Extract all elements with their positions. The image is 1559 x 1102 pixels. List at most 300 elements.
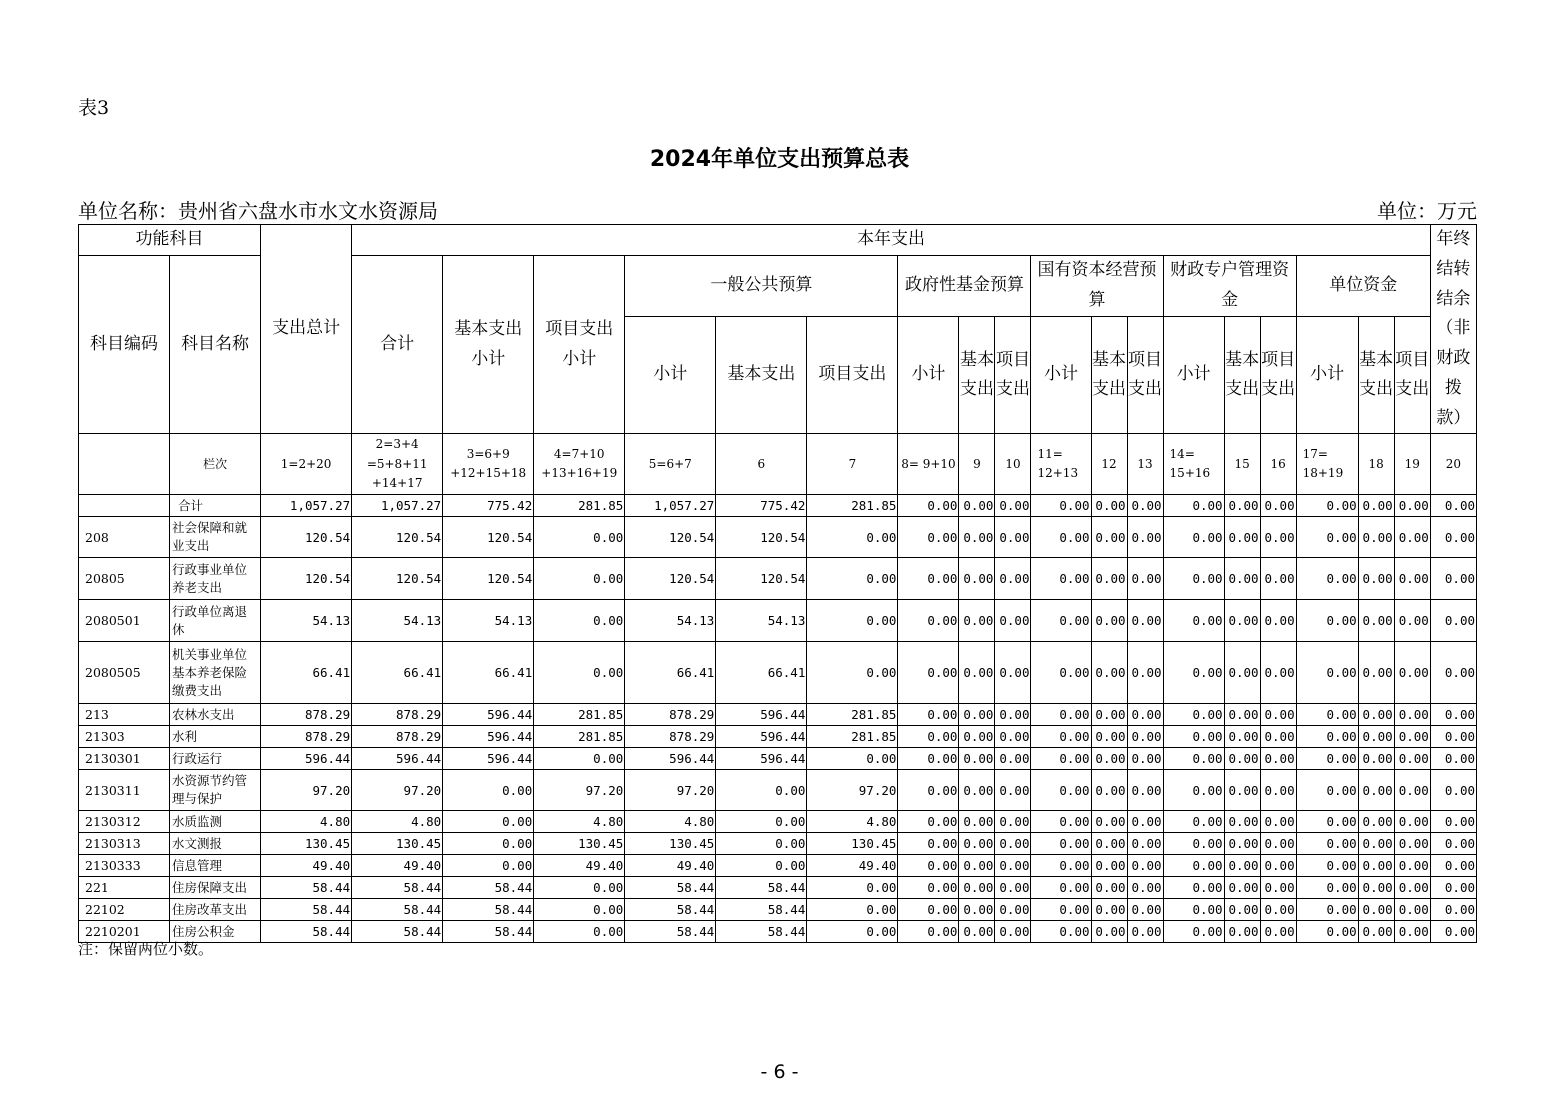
value-cell: 58.44 <box>261 899 352 921</box>
page-number: - 6 - <box>760 1061 799 1083</box>
value-cell: 0.00 <box>534 921 625 943</box>
value-cell: 0.00 <box>807 558 898 600</box>
unit-name: 单位名称：贵州省六盘水市水文水资源局 <box>78 199 438 223</box>
value-cell: 0.00 <box>1127 495 1163 517</box>
value-cell: 0.00 <box>1358 921 1394 943</box>
value-cell: 0.00 <box>807 877 898 899</box>
value-cell: 0.00 <box>1127 811 1163 833</box>
value-cell: 58.44 <box>352 877 443 899</box>
header-basic: 基本支出 <box>716 317 807 434</box>
value-cell: 0.00 <box>995 558 1031 600</box>
value-cell: 0.00 <box>959 726 995 748</box>
value-cell: 49.40 <box>534 855 625 877</box>
value-cell: 0.00 <box>1163 855 1224 877</box>
value-cell: 0.00 <box>1127 517 1163 558</box>
value-cell: 0.00 <box>1031 899 1091 921</box>
header-basic: 基本支出 <box>959 317 995 434</box>
value-cell: 0.00 <box>1127 877 1163 899</box>
value-cell: 281.85 <box>534 495 625 517</box>
value-cell: 0.00 <box>1296 600 1358 642</box>
value-cell: 596.44 <box>716 748 807 770</box>
value-cell: 0.00 <box>1296 517 1358 558</box>
index-cell: 14= 15+16 <box>1163 434 1224 495</box>
value-cell: 0.00 <box>1163 899 1224 921</box>
table-row <box>79 748 1477 770</box>
value-cell: 0.00 <box>534 517 625 558</box>
value-cell: 0.00 <box>1127 921 1163 943</box>
index-cell: 7 <box>807 434 898 495</box>
value-cell: 0.00 <box>1224 495 1260 517</box>
header-project: 项目支出 <box>1260 317 1296 434</box>
value-cell: 0.00 <box>1127 855 1163 877</box>
value-cell: 0.00 <box>1091 811 1127 833</box>
value-cell: 0.00 <box>1260 704 1296 726</box>
subject-code-cell: 2130311 <box>79 770 170 811</box>
value-cell: 0.00 <box>1296 855 1358 877</box>
value-cell: 97.20 <box>807 770 898 811</box>
value-cell: 0.00 <box>807 748 898 770</box>
value-cell: 0.00 <box>1127 770 1163 811</box>
value-cell: 0.00 <box>1430 811 1476 833</box>
index-cell: 6 <box>716 434 807 495</box>
value-cell: 66.41 <box>443 642 534 704</box>
value-cell: 596.44 <box>443 704 534 726</box>
value-cell: 130.45 <box>807 833 898 855</box>
value-cell: 0.00 <box>898 600 959 642</box>
value-cell: 0.00 <box>1091 495 1127 517</box>
value-cell: 0.00 <box>534 600 625 642</box>
header-subtotal: 小计 <box>898 317 959 434</box>
subject-name-cell: 合计 <box>170 495 261 517</box>
value-cell: 0.00 <box>1127 726 1163 748</box>
value-cell: 0.00 <box>1358 495 1394 517</box>
subject-code-cell: 213 <box>79 704 170 726</box>
value-cell: 0.00 <box>995 811 1031 833</box>
header-project: 项目支出 <box>1127 317 1163 434</box>
value-cell: 120.54 <box>443 517 534 558</box>
value-cell: 0.00 <box>1031 811 1091 833</box>
value-cell: 0.00 <box>995 877 1031 899</box>
value-cell: 54.13 <box>352 600 443 642</box>
footnote: 注：保留两位小数。 <box>78 940 214 958</box>
value-cell: 0.00 <box>1091 748 1127 770</box>
subject-name-cell: 住房公积金 <box>170 921 261 943</box>
value-cell: 0.00 <box>1296 770 1358 811</box>
value-cell: 0.00 <box>1358 899 1394 921</box>
value-cell: 0.00 <box>1163 495 1224 517</box>
value-cell: 130.45 <box>534 833 625 855</box>
header-project: 项目支出 <box>995 317 1031 434</box>
value-cell: 0.00 <box>1260 899 1296 921</box>
value-cell: 0.00 <box>1127 704 1163 726</box>
subject-code-cell: 221 <box>79 877 170 899</box>
value-cell: 281.85 <box>807 495 898 517</box>
value-cell: 0.00 <box>898 726 959 748</box>
index-cell: 19 <box>1394 434 1430 495</box>
header-project: 项目支出 <box>1394 317 1430 434</box>
value-cell: 0.00 <box>1430 495 1476 517</box>
value-cell: 0.00 <box>807 642 898 704</box>
value-cell: 0.00 <box>716 811 807 833</box>
value-cell: 0.00 <box>1091 726 1127 748</box>
table-number: 表3 <box>78 97 110 119</box>
value-cell: 130.45 <box>352 833 443 855</box>
value-cell: 1,057.27 <box>625 495 716 517</box>
value-cell: 97.20 <box>625 770 716 811</box>
value-cell: 0.00 <box>1394 558 1430 600</box>
header-basic: 基本支出 <box>1224 317 1260 434</box>
value-cell: 0.00 <box>1260 748 1296 770</box>
value-cell: 0.00 <box>1430 642 1476 704</box>
header-fiscal-special: 财政专户管理资金 <box>1163 255 1296 317</box>
value-cell: 49.40 <box>807 855 898 877</box>
header-state-capital: 国有资本经营预算 <box>1031 255 1163 317</box>
value-cell: 0.00 <box>1127 642 1163 704</box>
value-cell: 0.00 <box>995 704 1031 726</box>
value-cell: 0.00 <box>898 855 959 877</box>
value-cell: 0.00 <box>1224 833 1260 855</box>
value-cell: 281.85 <box>534 704 625 726</box>
value-cell: 0.00 <box>1031 833 1091 855</box>
value-cell: 0.00 <box>1394 833 1430 855</box>
value-cell: 1,057.27 <box>261 495 352 517</box>
index-row <box>79 434 1477 495</box>
value-cell: 58.44 <box>716 899 807 921</box>
value-cell: 0.00 <box>1163 600 1224 642</box>
page-title: 2024年单位支出预算总表 <box>649 147 910 172</box>
value-cell: 775.42 <box>443 495 534 517</box>
value-cell: 0.00 <box>1163 726 1224 748</box>
value-cell: 281.85 <box>807 726 898 748</box>
value-cell: 0.00 <box>1358 642 1394 704</box>
value-cell: 0.00 <box>1394 517 1430 558</box>
value-cell: 58.44 <box>625 899 716 921</box>
value-cell: 0.00 <box>1091 517 1127 558</box>
subject-code-cell <box>79 495 170 517</box>
subject-code-cell: 2130301 <box>79 748 170 770</box>
value-cell: 0.00 <box>1224 921 1260 943</box>
table-row <box>79 726 1477 748</box>
table-row <box>79 517 1477 558</box>
value-cell: 878.29 <box>261 704 352 726</box>
header-current-year: 本年支出 <box>352 225 1431 256</box>
value-cell: 0.00 <box>1163 558 1224 600</box>
subject-name-cell: 水资源节约管理与保护 <box>170 770 261 811</box>
table-row <box>79 770 1477 811</box>
value-cell: 0.00 <box>1394 600 1430 642</box>
subject-code-cell: 2080501 <box>79 600 170 642</box>
value-cell: 596.44 <box>716 704 807 726</box>
value-cell: 0.00 <box>1091 921 1127 943</box>
value-cell: 49.40 <box>352 855 443 877</box>
value-cell: 0.00 <box>1224 642 1260 704</box>
value-cell: 49.40 <box>261 855 352 877</box>
value-cell: 0.00 <box>807 600 898 642</box>
value-cell: 0.00 <box>898 811 959 833</box>
value-cell: 58.44 <box>625 921 716 943</box>
value-cell: 0.00 <box>1430 833 1476 855</box>
value-cell: 0.00 <box>1260 517 1296 558</box>
value-cell: 0.00 <box>1031 921 1091 943</box>
table-row <box>79 600 1477 642</box>
value-cell: 0.00 <box>1394 877 1430 899</box>
value-cell: 0.00 <box>534 877 625 899</box>
value-cell: 0.00 <box>1163 517 1224 558</box>
value-cell: 0.00 <box>716 855 807 877</box>
value-cell: 4.80 <box>534 811 625 833</box>
value-cell: 0.00 <box>1031 600 1091 642</box>
value-cell: 0.00 <box>1296 704 1358 726</box>
value-cell: 0.00 <box>1224 811 1260 833</box>
value-cell: 0.00 <box>1127 558 1163 600</box>
value-cell: 0.00 <box>995 748 1031 770</box>
value-cell: 0.00 <box>1296 558 1358 600</box>
value-cell: 0.00 <box>1163 877 1224 899</box>
value-cell: 281.85 <box>534 726 625 748</box>
header-subject-code: 科目编码 <box>79 255 170 434</box>
value-cell: 0.00 <box>898 517 959 558</box>
value-cell: 0.00 <box>1091 899 1127 921</box>
value-cell: 0.00 <box>898 748 959 770</box>
value-cell: 0.00 <box>1358 558 1394 600</box>
value-cell: 0.00 <box>1358 704 1394 726</box>
value-cell: 0.00 <box>1127 833 1163 855</box>
index-cell <box>79 434 170 495</box>
value-cell: 0.00 <box>1260 811 1296 833</box>
value-cell: 0.00 <box>1296 899 1358 921</box>
value-cell: 0.00 <box>959 495 995 517</box>
value-cell: 0.00 <box>959 833 995 855</box>
value-cell: 58.44 <box>625 877 716 899</box>
header-basic: 基本支出 <box>1358 317 1394 434</box>
value-cell: 0.00 <box>1394 748 1430 770</box>
value-cell: 0.00 <box>1394 642 1430 704</box>
value-cell: 0.00 <box>995 833 1031 855</box>
header-subtotal: 小计 <box>1163 317 1224 434</box>
value-cell: 4.80 <box>352 811 443 833</box>
value-cell: 0.00 <box>1031 770 1091 811</box>
value-cell: 0.00 <box>1031 877 1091 899</box>
value-cell: 0.00 <box>1260 921 1296 943</box>
value-cell: 120.54 <box>352 558 443 600</box>
value-cell: 0.00 <box>1358 517 1394 558</box>
index-cell: 8= 9+10 <box>898 434 959 495</box>
subject-name-cell: 住房保障支出 <box>170 877 261 899</box>
value-cell: 0.00 <box>1430 899 1476 921</box>
subject-name-cell: 行政事业单位养老支出 <box>170 558 261 600</box>
value-cell: 0.00 <box>959 899 995 921</box>
value-cell: 0.00 <box>1127 748 1163 770</box>
table-row <box>79 855 1477 877</box>
value-cell: 0.00 <box>1163 642 1224 704</box>
value-cell: 0.00 <box>534 558 625 600</box>
value-cell: 0.00 <box>959 855 995 877</box>
value-cell: 0.00 <box>1394 921 1430 943</box>
value-cell: 66.41 <box>625 642 716 704</box>
value-cell: 0.00 <box>1358 811 1394 833</box>
value-cell: 0.00 <box>995 921 1031 943</box>
value-cell: 120.54 <box>625 517 716 558</box>
value-cell: 0.00 <box>995 495 1031 517</box>
value-cell: 4.80 <box>625 811 716 833</box>
value-cell: 0.00 <box>1091 704 1127 726</box>
table-row <box>79 558 1477 600</box>
value-cell: 0.00 <box>959 811 995 833</box>
value-cell: 0.00 <box>1163 811 1224 833</box>
value-cell: 878.29 <box>625 726 716 748</box>
value-cell: 58.44 <box>443 921 534 943</box>
value-cell: 0.00 <box>1224 855 1260 877</box>
header-subject-name: 科目名称 <box>170 255 261 434</box>
value-cell: 0.00 <box>1430 748 1476 770</box>
value-cell: 58.44 <box>352 921 443 943</box>
value-cell: 0.00 <box>995 600 1031 642</box>
value-cell: 120.54 <box>443 558 534 600</box>
value-cell: 0.00 <box>1430 517 1476 558</box>
value-cell: 49.40 <box>625 855 716 877</box>
value-cell: 0.00 <box>1091 770 1127 811</box>
value-cell: 4.80 <box>261 811 352 833</box>
value-cell: 120.54 <box>261 517 352 558</box>
value-cell: 0.00 <box>1224 726 1260 748</box>
index-cell: 13 <box>1127 434 1163 495</box>
value-cell: 0.00 <box>443 770 534 811</box>
value-cell: 0.00 <box>1260 855 1296 877</box>
value-cell: 0.00 <box>959 600 995 642</box>
value-cell: 0.00 <box>1127 600 1163 642</box>
value-cell: 0.00 <box>1394 899 1430 921</box>
value-cell: 0.00 <box>898 877 959 899</box>
table-row <box>79 811 1477 833</box>
index-cell: 1=2+20 <box>261 434 352 495</box>
header-basic: 基本支出 <box>1091 317 1127 434</box>
value-cell: 0.00 <box>1260 833 1296 855</box>
value-cell: 596.44 <box>352 748 443 770</box>
value-cell: 0.00 <box>1296 495 1358 517</box>
value-cell: 0.00 <box>1358 770 1394 811</box>
value-cell: 0.00 <box>898 770 959 811</box>
value-cell: 0.00 <box>443 811 534 833</box>
value-cell: 120.54 <box>716 558 807 600</box>
value-cell: 0.00 <box>1163 921 1224 943</box>
value-cell: 0.00 <box>1394 855 1430 877</box>
value-cell: 0.00 <box>1260 600 1296 642</box>
value-cell: 58.44 <box>716 877 807 899</box>
value-cell: 0.00 <box>1224 517 1260 558</box>
value-cell: 58.44 <box>261 921 352 943</box>
header-subtotal: 小计 <box>625 317 716 434</box>
value-cell: 58.44 <box>261 877 352 899</box>
value-cell: 120.54 <box>716 517 807 558</box>
value-cell: 120.54 <box>261 558 352 600</box>
currency-unit: 单位：万元 <box>1377 199 1477 223</box>
value-cell: 0.00 <box>1296 877 1358 899</box>
value-cell: 0.00 <box>534 748 625 770</box>
value-cell: 0.00 <box>1394 811 1430 833</box>
table-row <box>79 899 1477 921</box>
value-cell: 54.13 <box>625 600 716 642</box>
value-cell: 596.44 <box>625 748 716 770</box>
index-cell: 20 <box>1430 434 1476 495</box>
value-cell: 0.00 <box>1296 748 1358 770</box>
value-cell: 0.00 <box>807 899 898 921</box>
value-cell: 0.00 <box>1394 704 1430 726</box>
value-cell: 0.00 <box>1031 855 1091 877</box>
value-cell: 281.85 <box>807 704 898 726</box>
value-cell: 0.00 <box>1430 921 1476 943</box>
value-cell: 0.00 <box>1296 833 1358 855</box>
value-cell: 0.00 <box>1163 770 1224 811</box>
value-cell: 0.00 <box>1224 877 1260 899</box>
header-sum: 合计 <box>352 255 443 434</box>
value-cell: 0.00 <box>959 642 995 704</box>
value-cell: 0.00 <box>995 517 1031 558</box>
value-cell: 0.00 <box>807 921 898 943</box>
index-cell: 5=6+7 <box>625 434 716 495</box>
header-unit-fund: 单位资金 <box>1296 255 1430 317</box>
value-cell: 0.00 <box>959 748 995 770</box>
value-cell: 97.20 <box>352 770 443 811</box>
value-cell: 0.00 <box>1091 855 1127 877</box>
value-cell: 0.00 <box>1260 726 1296 748</box>
value-cell: 0.00 <box>995 770 1031 811</box>
table-row <box>79 833 1477 855</box>
value-cell: 0.00 <box>959 770 995 811</box>
value-cell: 0.00 <box>1224 748 1260 770</box>
header-project-subtotal: 项目支出小计 <box>534 255 625 434</box>
value-cell: 0.00 <box>995 726 1031 748</box>
value-cell: 0.00 <box>1296 811 1358 833</box>
index-cell: 2=3+4 =5+8+11 +14+17 <box>352 434 443 495</box>
value-cell: 0.00 <box>898 642 959 704</box>
value-cell: 0.00 <box>1358 833 1394 855</box>
value-cell: 0.00 <box>959 517 995 558</box>
value-cell: 0.00 <box>1260 558 1296 600</box>
value-cell: 0.00 <box>716 770 807 811</box>
subject-code-cell: 22102 <box>79 899 170 921</box>
value-cell: 596.44 <box>443 726 534 748</box>
value-cell: 130.45 <box>261 833 352 855</box>
value-cell: 120.54 <box>625 558 716 600</box>
subject-name-cell: 水文测报 <box>170 833 261 855</box>
value-cell: 0.00 <box>1430 770 1476 811</box>
value-cell: 0.00 <box>898 558 959 600</box>
index-cell: 11= 12+13 <box>1031 434 1091 495</box>
value-cell: 0.00 <box>1358 726 1394 748</box>
value-cell: 0.00 <box>1091 600 1127 642</box>
subject-code-cell: 2130312 <box>79 811 170 833</box>
value-cell: 0.00 <box>1358 748 1394 770</box>
value-cell: 0.00 <box>1163 704 1224 726</box>
value-cell: 0.00 <box>959 921 995 943</box>
value-cell: 0.00 <box>1430 726 1476 748</box>
header-basic-subtotal: 基本支出小计 <box>443 255 534 434</box>
subject-name-cell: 农林水支出 <box>170 704 261 726</box>
header-year-end: 年终结转结余（非财政拨款） <box>1430 225 1476 434</box>
index-cell: 3=6+9 +12+15+18 <box>443 434 534 495</box>
value-cell: 4.80 <box>807 811 898 833</box>
value-cell: 0.00 <box>1260 642 1296 704</box>
value-cell: 0.00 <box>1224 704 1260 726</box>
subject-name-cell: 信息管理 <box>170 855 261 877</box>
value-cell: 0.00 <box>898 704 959 726</box>
subject-name-cell: 水质监测 <box>170 811 261 833</box>
value-cell: 0.00 <box>898 833 959 855</box>
value-cell: 878.29 <box>625 704 716 726</box>
value-cell: 878.29 <box>261 726 352 748</box>
value-cell: 0.00 <box>534 642 625 704</box>
table-row <box>79 877 1477 899</box>
